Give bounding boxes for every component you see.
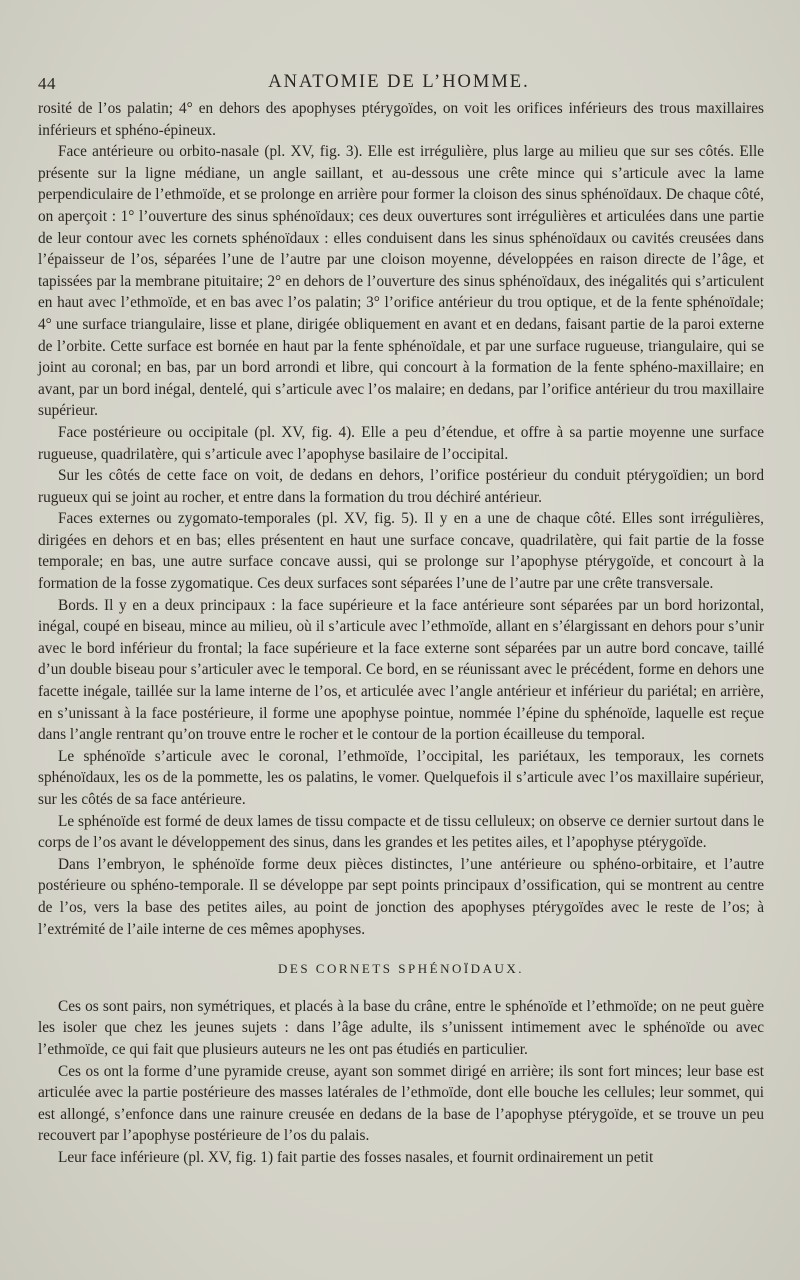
section-title: DES CORNETS SPHÉNOÏDAUX. bbox=[278, 961, 524, 977]
page-number: 44 bbox=[38, 74, 56, 93]
paragraph: Dans l’embryon, le sphénoïde forme deux pièces distinctes, l’une antérieure ou sphéno-orbitaire, et l’autre postérieure ou sphéno-temporale. Il se développe par sept points principaux d’ossification, qui se montrent au centre de l’os, vers la base des petites ailes, au point de jonction des apophyses ptérygoïdes avec le reste de l’os; à l’extrémité de l’aile interne de ces mêmes apophyses. bbox=[38, 855, 764, 938]
paragraph: Face antérieure ou orbito-nasale (pl. XV, fig. 3). Elle est irrégulière, plus large au milieu que sur ses côtés. Elle présente sur la ligne médiane, un angle saillant, et au-dessous une crête mince qui s’articule avec la lame perpendiculaire de l’ethmoïde, et se prolonge en arrière pour former la cloison des sinus sphénoïdaux. De chaque côté, on aperçoit : 1° l’ouverture des sinus sphénoïdaux; ces deux ouvertures sont irrégulières et articulées dans une partie de leur contour avec les cornets sphénoïdaux : elles conduisent dans les sinus sphénoïdaux ou cavités creusées dans l’épaisseur de l’os, séparées l’une de l’autre par une cloison moyenne, développées en raison directe de l’âge, et tapissées par la membrane pituitaire; 2° en dehors de l’ouverture des sinus sphénoïdaux, des inégalités qui s’articulent en haut avec l’ethmoïde, et en bas avec l’os palatin; 3° l’orifice antérieur du trou optique, et de la fente sphénoïdale; 4° une surface triangulaire, lisse et plane, dirigée obliquement en avant et en dedans, faisant partie de la paroi externe de l’orbite. Cette surface est bornée en haut par la fente sphénoïdale, et par une surface rugueuse, triangulaire, qui se joint au coronal; en bas, par un bord arrondi et libre, qui concourt à la formation de la fente sphéno-maxillaire; en avant, par un bord inégal, dentelé, qui s’articule avec l’os malaire; en dedans, par l’orifice antérieur du trou maxillaire supérieur. bbox=[38, 143, 764, 420]
running-head: ANATOMIE DE L’HOMME. bbox=[268, 72, 530, 92]
paragraph: Le sphénoïde est formé de deux lames de tissu compacte et de tissu celluleux; on observe ce dernier surtout dans le corps de l’os avant le développement des sinus, dans les grandes et les petites ailes, et l’apophyse ptérygoïde. bbox=[38, 812, 764, 852]
paragraph: Bords. Il y en a deux principaux : la face supérieure et la face antérieure sont séparées par un bord horizontal, inégal, coupé en biseau, mince au milieu, où il s’articule avec l’ethmoïde, allant en s’élargissant en dehors pour s’unir avec le bord inférieur du frontal; la face supérieure et la face externe sont séparées par un autre bord concave, taillé d’un double biseau pour s’articuler avec le temporal. Ce bord, en se réunissant avec le précédent, forme en dehors une facette inégale, taillée sur la lame interne de l’os, et articulée avec l’angle antérieur et inférieur du pariétal; en arrière, en s’unissant à la face postérieure, il forme une apophyse pointue, nommée l’épine du sphénoïde, laquelle est reçue dans l’angle rentrant qu’on trouve entre le rocher et le contour de la portion écailleuse du temporal. bbox=[38, 596, 764, 744]
paragraph: Sur les côtés de cette face on voit, de dedans en dehors, l’orifice postérieur du conduit ptérygoïdien; un bord rugueux qui se joint au rocher, et entre dans la formation du trou déchiré antérieur. bbox=[38, 467, 764, 506]
paragraph: Ces os ont la forme d’une pyramide creuse, ayant son sommet dirigé en arrière; ils sont fort minces; leur base est articulée avec la partie postérieure des masses latérales de l’ethmoïde, dont elle bouche les cellules; leur sommet, qui est allongé, s’enfonce dans une rainure creusée en dedans de la base de l’apophyse ptérygoïde, et se trouve un peu recouvert par l’apophyse postérieure de l’os du palais. bbox=[38, 1062, 764, 1145]
paragraph: Faces externes ou zygomato-temporales (pl. XV, fig. 5). Il y en a une de chaque côté. Elles sont irrégulières, dirigées en dehors et en bas; elles présentent en haut une surface concave, quadrilatère, qui fait partie de la fosse temporale; en bas, une autre surface concave aussi, qui se prolonge sur l’apophyse ptérygoïde, et concourt à la formation de la fosse zygomatique. Ces deux surfaces sont séparées l’une de l’autre par une crête transversale. bbox=[38, 510, 764, 593]
paragraph: Face postérieure ou occipitale (pl. XV, fig. 4). Elle a peu d’étendue, et offre à sa partie moyenne une surface rugueuse, quadrilatère, qui s’articule avec l’apophyse basilaire de l’occipital. bbox=[38, 423, 764, 463]
body-text bbox=[38, 98, 764, 1169]
paragraph: Le sphénoïde s’articule avec le coronal, l’ethmoïde, l’occipital, les pariétaux, les temporaux, les cornets sphénoïdaux, les os de la pommette, les os palatins, le vomer. Quelquefois il s’articule avec l’os maxillaire supérieur, sur les côtés de sa face antérieure. bbox=[38, 747, 764, 808]
paragraph: Leur face inférieure (pl. XV, fig. 1) fait partie des fosses nasales, et fournit ordinairement un petit bbox=[58, 1148, 654, 1166]
paragraph: rosité de l’os palatin; 4° en dehors des apophyses ptérygoïdes, on voit les orifices inférieurs des trous maxillaires inférieurs et sphéno-épineux. bbox=[38, 100, 764, 139]
page-header bbox=[38, 72, 760, 96]
paragraph: Ces os sont pairs, non symétriques, et placés à la base du crâne, entre le sphénoïde et l’ethmoïde; on ne peut guère les isoler que chez les jeunes sujets : dans l’âge adulte, ils s’unissent intimement avec le sphénoïde ou avec l’ethmoïde, ce qui fait que plusieurs auteurs ne les ont pas étudiés en particulier. bbox=[38, 997, 764, 1058]
